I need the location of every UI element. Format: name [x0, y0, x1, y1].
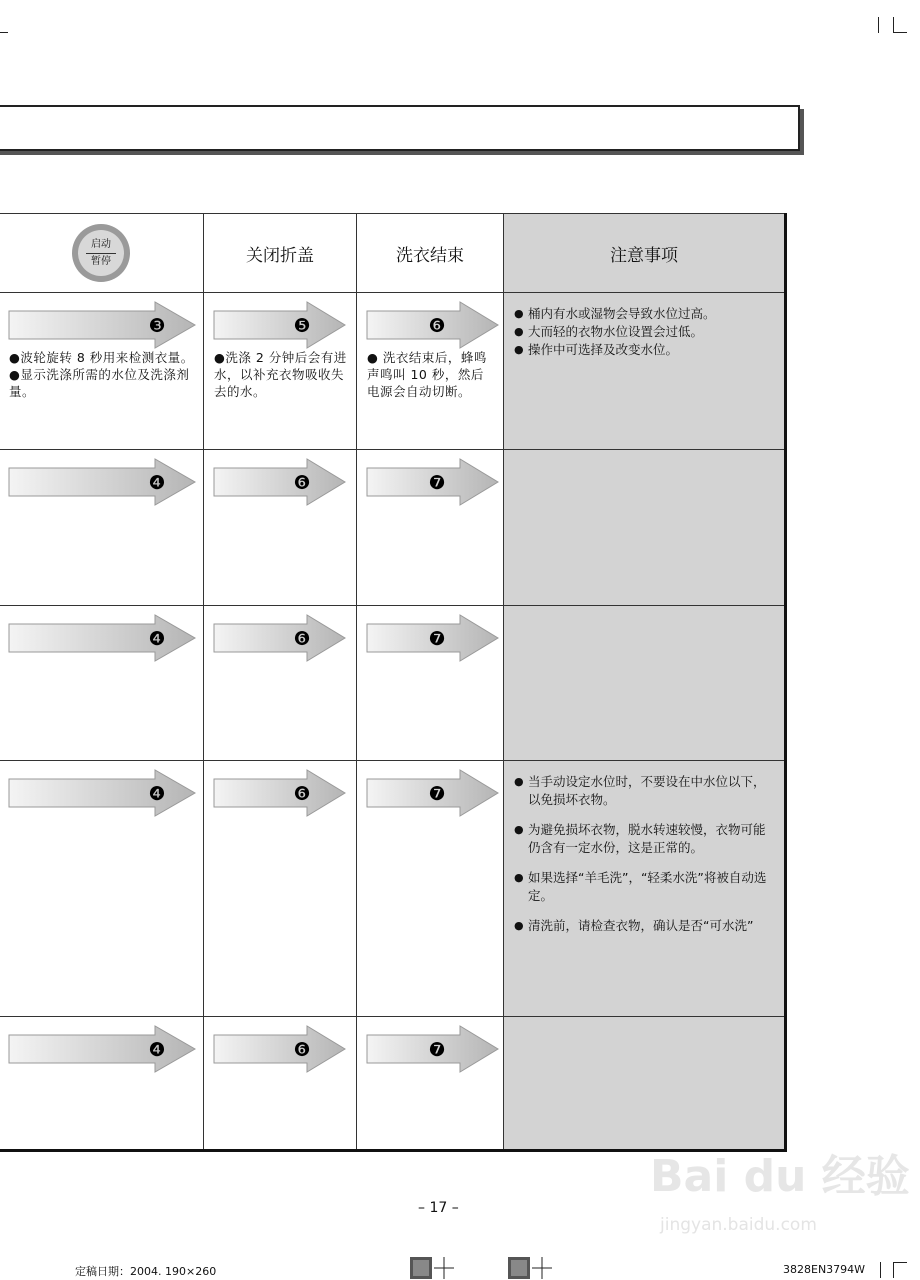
step-number: ❼ — [428, 628, 446, 650]
step-number: ❻ — [293, 1039, 311, 1061]
step-description: ●波轮旋转 8 秒用来检测衣量。 ●显示洗涤所需的水位及洗涤剂量。 — [9, 350, 194, 399]
header-close-lid: 关闭折盖 — [204, 214, 357, 293]
footer-doc-code: 3828EN3794W — [783, 1263, 866, 1276]
step-number: ❸ — [148, 315, 166, 337]
step-arrow — [365, 769, 500, 817]
step-number: ❻ — [293, 783, 311, 805]
registration-mark-icon — [410, 1255, 454, 1279]
crop-mark — [878, 17, 879, 33]
note-item: ● 清洗前，请检查衣物，确认是否“可水洗” — [514, 918, 754, 933]
step-number: ❼ — [428, 472, 446, 494]
step-arrow — [7, 614, 197, 662]
step-arrow — [212, 1025, 347, 1073]
step-description: ● 洗衣结束后，蜂鸣声鸣叫 10 秒，然后电源会自动切断。 — [367, 350, 487, 399]
step-arrow — [365, 1025, 500, 1073]
table-header-row — [0, 214, 786, 293]
step-description: ●洗涤 2 分钟后会有进水，以补充衣物吸收失去的水。 — [214, 350, 347, 399]
step-number: ❻ — [293, 472, 311, 494]
footer-date-size: 定稿日期：2004. 190×260 — [75, 1265, 217, 1278]
crop-mark — [880, 1262, 881, 1278]
crop-mark — [893, 32, 907, 33]
notes-cell — [504, 293, 786, 450]
step-number: ❺ — [293, 315, 311, 337]
step-number: ❹ — [148, 783, 166, 805]
step-arrow — [365, 301, 500, 349]
step-arrow — [212, 769, 347, 817]
step-arrow — [7, 301, 197, 349]
step-number: ❻ — [293, 628, 311, 650]
watermark-url: jingyan.baidu.com — [660, 1215, 817, 1235]
step-arrow — [212, 614, 347, 662]
crop-mark — [893, 1262, 907, 1263]
start-pause-button-icon — [72, 224, 130, 282]
note-item: ● 桶内有水或湿物会导致水位过高。 — [514, 306, 716, 321]
step-arrow — [7, 458, 197, 506]
pause-label: 暂停 — [91, 255, 111, 267]
page-number: – 17 – — [418, 1200, 459, 1216]
step-arrow — [212, 458, 347, 506]
notes-cell — [504, 1017, 786, 1151]
note-item: ● 操作中可选择及改变水位。 — [514, 342, 679, 357]
step-arrow — [7, 769, 197, 817]
table-row — [0, 1017, 786, 1151]
note-item: ● 为避免损坏衣物，脱水转速较慢，衣物可能仍含有一定水份，这是正常的。 — [514, 822, 766, 855]
step-arrow — [212, 301, 347, 349]
step-number: ❹ — [148, 1039, 166, 1061]
table-row — [0, 761, 786, 1017]
crop-mark — [0, 32, 8, 33]
step-number: ❹ — [148, 628, 166, 650]
crop-mark — [893, 1262, 894, 1278]
crop-mark — [893, 17, 894, 33]
baidu-watermark-logo: Bai du 经验 — [650, 1151, 910, 1202]
note-item: ● 大而轻的衣物水位设置会过低。 — [514, 324, 704, 339]
note-item: ● 如果选择“羊毛洗”，“轻柔水洗”将被自动选定。 — [514, 870, 767, 903]
header-start-cell — [0, 214, 204, 293]
step-arrow — [365, 458, 500, 506]
step-arrow — [365, 614, 500, 662]
step-number: ❼ — [428, 1039, 446, 1061]
step-arrow — [7, 1025, 197, 1073]
notes-cell — [504, 761, 786, 1017]
table-row — [0, 450, 786, 606]
note-item: ● 当手动设定水位时，不要设在中水位以下，以免损坏衣物。 — [514, 774, 766, 807]
step-number: ❹ — [148, 472, 166, 494]
section-title-box — [0, 105, 800, 151]
table-row — [0, 293, 786, 450]
wash-program-table — [0, 213, 787, 1152]
header-notes: 注意事项 — [504, 214, 786, 293]
table-row — [0, 606, 786, 761]
registration-mark-icon — [508, 1255, 552, 1279]
header-wash-end: 洗衣结束 — [357, 214, 504, 293]
notes-cell — [504, 606, 786, 761]
step-number: ❼ — [428, 783, 446, 805]
notes-cell — [504, 450, 786, 606]
start-label: 启动 — [91, 238, 111, 250]
step-number: ❻ — [428, 315, 446, 337]
